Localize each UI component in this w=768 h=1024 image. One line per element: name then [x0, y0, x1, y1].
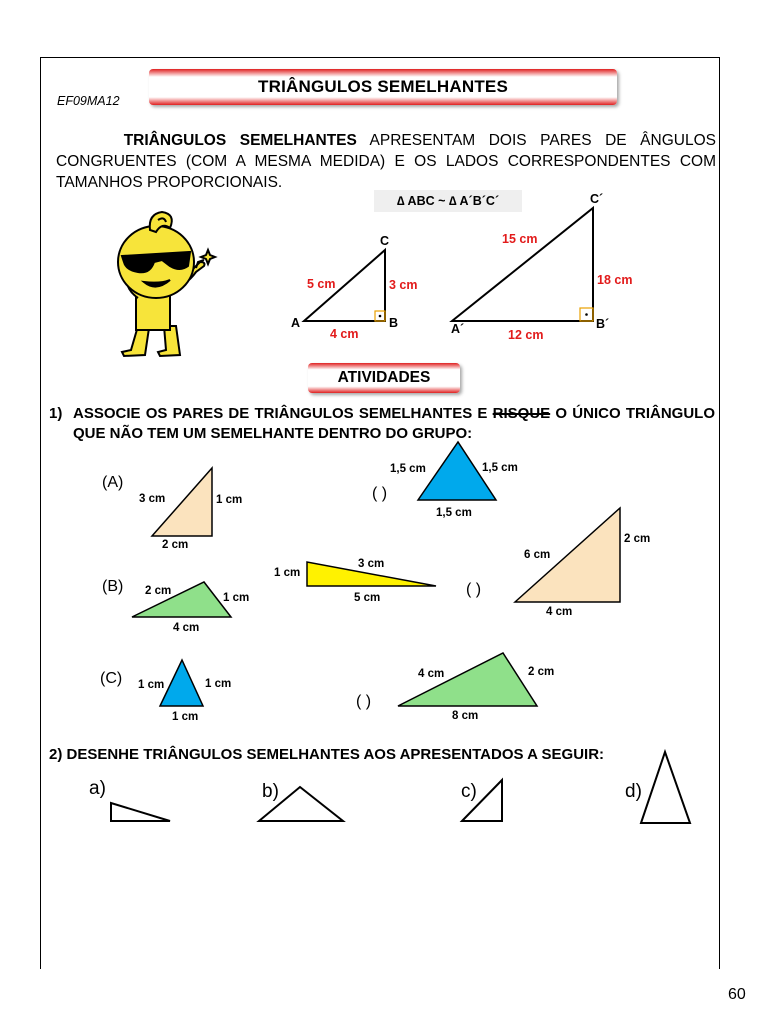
shape-c-base: 1 cm — [172, 711, 199, 723]
vertex-b: B — [389, 316, 399, 330]
shape-yellow-left: 1 cm — [274, 567, 301, 579]
shape-green-big-base: 8 cm — [452, 710, 479, 722]
shape-b-right: 1 cm — [223, 592, 250, 604]
shape-c-right: 1 cm — [205, 678, 232, 690]
tag-blue-big: ( ) — [372, 485, 388, 502]
tag-b: (B) — [102, 578, 124, 595]
vertex-b-prime: B´ — [596, 317, 610, 331]
activities-title: ATIVIDADES — [308, 363, 460, 393]
side-b-c-prime: 18 cm — [597, 273, 633, 287]
shape-yellow-top: 3 cm — [358, 558, 385, 570]
shape-b-left: 2 cm — [145, 585, 172, 597]
tag-c: (C) — [100, 670, 123, 687]
side-a-c-prime: 15 cm — [502, 232, 538, 246]
shape-a-base: 2 cm — [162, 539, 189, 551]
side-ac: 5 cm — [307, 277, 336, 291]
shape-yellow-base: 5 cm — [354, 592, 381, 604]
page-number: 60 — [728, 986, 746, 1003]
shape-blue-big-right: 1,5 cm — [482, 462, 518, 474]
page-title: TRIÂNGULOS SEMELHANTES — [149, 69, 617, 105]
shape-a-hyp: 3 cm — [139, 493, 166, 505]
question-1-strike: RISQUE — [492, 405, 551, 422]
label-d: d) — [625, 781, 642, 802]
vertex-a: A — [291, 316, 301, 330]
label-a: a) — [89, 778, 106, 799]
intro-bold: TRIÂNGULOS SEMELHANTES — [123, 132, 357, 149]
question-2: 2) DESENHE TRIÂNGULOS SEMELHANTES AOS APRESENTADOS A SEGUIR: — [49, 746, 605, 763]
side-a-b-prime: 12 cm — [508, 328, 544, 342]
shape-c-left: 1 cm — [138, 679, 165, 691]
draw-triangle-a — [111, 803, 170, 821]
shape-tan-big-hyp: 6 cm — [524, 549, 551, 561]
vertex-c-prime: C´ — [590, 192, 604, 206]
tag-a: (A) — [102, 474, 124, 491]
shape-a-side: 1 cm — [216, 494, 243, 506]
question-1-text-a: ASSOCIE OS PARES DE TRIÂNGULOS SEMELHANTES E — [73, 405, 493, 422]
label-c: c) — [461, 781, 477, 802]
shape-green-big-right: 2 cm — [528, 666, 555, 678]
vertex-c: C — [380, 234, 390, 248]
shape-blue-big-left: 1,5 cm — [390, 463, 426, 475]
tag-tan-big: ( ) — [466, 581, 482, 598]
question-1-text-b: O ÚNICO TRIÂNGULO QUE NÃO TEM UM SEMELHANTE DENTRO DO GRUPO: — [73, 405, 715, 442]
question-1-number: 1) — [49, 405, 63, 422]
shape-tan-big-side: 2 cm — [624, 533, 651, 545]
similarity-notation: ∆ ABC ~ ∆ A´B´C´ — [374, 190, 522, 212]
side-ab: 4 cm — [330, 327, 359, 341]
shape-tan-big-base: 4 cm — [546, 606, 573, 618]
shape-c — [160, 660, 203, 706]
shape-green-big-left: 4 cm — [418, 668, 445, 680]
triangle-a-b-c-prime — [452, 208, 593, 321]
question-1 — [49, 404, 715, 444]
vertex-a-prime: A´ — [451, 322, 465, 336]
label-b: b) — [262, 781, 279, 802]
draw-triangle-d — [641, 752, 690, 823]
tag-green-big: ( ) — [356, 693, 372, 710]
shape-b-base: 4 cm — [173, 622, 200, 634]
intro-text: APRESENTAM DOIS PARES DE ÂNGULOS CONGRUENTES (COM A MESMA MEDIDA) E OS LADOS CORRESPONDENTES COM TAMANHOS PROPORCIONAIS. — [56, 132, 716, 191]
shape-blue-big-base: 1,5 cm — [436, 507, 472, 519]
mascot-illustration — [118, 212, 215, 356]
side-bc: 3 cm — [389, 278, 418, 292]
skill-code: EF09MA12 — [57, 94, 120, 108]
